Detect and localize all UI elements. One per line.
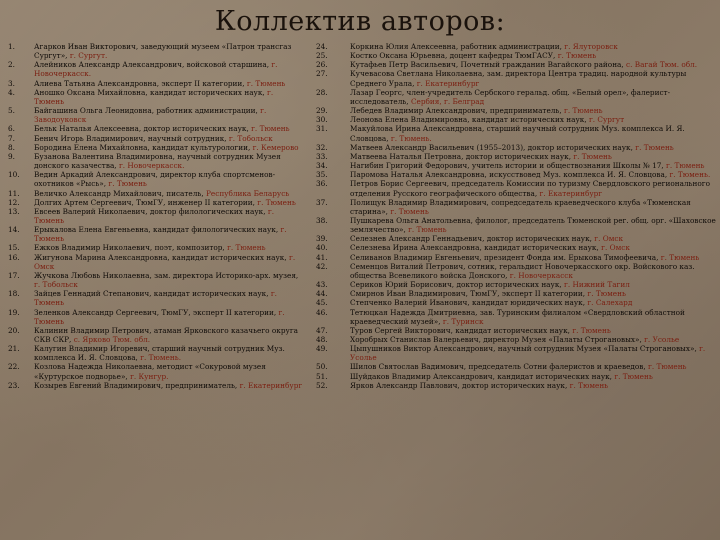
author-entry [8,289,304,307]
entry-text [350,69,716,87]
author-description: Величко Александр Михайлович, писатель, [34,188,206,198]
author-entry [8,225,304,243]
author-entry [316,362,716,371]
author-description: Козырев Евгений Владимирович, предприниматель, [34,380,240,390]
entry-text [350,88,716,106]
author-description: Шилов Святослав Вадимович, председатель Сотни фалеристов и краеведов, [350,362,649,372]
author-description: Зеленков Александр Сергеевич, ТюмГУ, эксперт II категории, [34,307,279,317]
entry-number: 35. [316,170,328,180]
author-description: Селезнев Александр Геннадьевич, доктор исторических наук, [350,234,595,244]
entry-text [350,170,716,179]
author-entry [316,289,716,298]
entry-text [34,381,304,390]
entry-number: 29. [316,106,328,116]
author-description: Петров Борис Сергеевич, председатель Комиссии по туризму Свердловского регионального отделения Русского географического общества, [350,179,711,198]
author-location: г. Тюмень [227,243,266,253]
author-description: Евсеев Валерий Николаевич, доктор филологических наук, [34,206,268,216]
author-description: Жучкова Любовь Николаевна, зам. директора Историко-арх. музея, [34,270,299,280]
author-description: Калинин Владимир Петрович, атаман Ярковского казачьего округа СКВ СКР, [34,325,298,344]
entry-number: 9. [8,151,15,161]
author-description: Бузанова Валентина Владимировна, научный сотрудник Музея донского казачества, [34,151,281,171]
author-entry [8,143,304,152]
author-description: Коркина Юлия Алексеевна, работник администрации, [350,42,565,51]
author-entry [8,106,304,124]
entry-text [34,225,304,243]
author-entry [8,243,304,252]
author-entry [316,69,716,87]
author-location: г. Тюмень [635,142,674,152]
author-location: г. Тюмень. [390,133,432,143]
author-location: г. Тюмень [666,161,705,171]
entry-number: 22. [8,362,20,372]
author-entry [8,326,304,344]
entry-number: 33. [316,151,328,161]
author-location: г. Тюмень. [140,353,182,363]
entry-text [34,207,304,225]
entry-number: 28. [316,87,328,97]
author-entry [316,198,716,216]
entry-text [350,253,716,262]
author-location: г. Тюмень [572,325,611,335]
author-location: г. Кемерово [252,142,299,152]
author-location: г. Тюмень [573,151,612,161]
author-description: Козлова Надежда Николаевна, методист «Сокуровой музея «Куртурское подворье», [34,362,266,381]
entry-text [350,335,716,344]
entry-text [34,106,304,124]
author-entry [8,88,304,106]
author-entry [316,124,716,142]
author-description: Жигунова Марина Александровна, кандидат исторических наук, [34,252,289,262]
entry-number: 11. [8,188,20,198]
entry-number: 48. [316,335,328,344]
author-description: Ведин Аркадий Александрович, директор клуба спортсменов-охотников «Рысь», [34,170,276,189]
author-description: Смирнов Иван Владимирович, ТюмГУ, эксперт II категории, [350,289,588,299]
author-description: Туров Сергей Викторович, кандидат исторических наук, [350,325,573,335]
author-entry [8,189,304,198]
author-location: г. Туринск [442,316,484,326]
author-location: Республика Беларусь [206,188,290,198]
author-location: г. Тюмень [257,197,296,207]
author-location: г. Ялуторовск [564,42,618,51]
entry-number: 30. [316,115,328,125]
entry-text [350,124,716,142]
entry-number: 50. [316,362,328,372]
author-entry [316,152,716,161]
entry-text [350,152,716,161]
entry-number: 47. [316,325,328,335]
author-description: Аношко Оксана Михайловна, кандидат исторических наук, [34,87,268,97]
entry-number: 37. [316,197,328,207]
author-description: Хоробрых Станислав Валерьевич, директор Музея «Палаты Строгановых», [350,335,645,344]
author-description: Алейников Александр Александрович, войсковой старшина, [34,60,272,70]
author-description: Долгих Артем Сергеевич, ТюмГУ, инженер II категории, [34,197,258,207]
entry-number: 36. [316,179,328,189]
author-location: г. Тюмень [251,124,290,134]
entry-number: 45. [316,298,328,308]
entry-text [34,308,304,326]
author-entry [316,51,716,60]
entry-number: 16. [8,252,20,262]
author-location: г. Сургут [588,115,625,125]
entry-text [350,161,716,170]
entry-number: 8. [8,142,15,152]
entry-text [350,143,716,152]
entry-text [350,216,716,234]
author-description: Макуйлова Ирина Александровна, старший научный сотрудник Муз. комплекса И. Я. Словцова, [350,124,685,143]
entry-number: 34. [316,161,328,171]
entry-text [34,326,304,344]
author-description: Шуйдаков Владимир Александрович, кандидат исторических наук, [350,371,615,381]
author-description: Матвеев Александр Васильевич (1955–2013), доктор исторических наук, [350,142,636,152]
author-location: г. Нижний Тагил [564,280,630,290]
author-entry [316,234,716,243]
entry-number: 20. [8,325,20,335]
author-location: г. Заводоуковск [34,106,267,125]
author-entry [316,344,716,362]
author-description: Ярков Александр Павлович, доктор исторических наук, [350,380,570,390]
author-entry [8,271,304,289]
entry-text [350,308,716,326]
entry-text [350,344,716,362]
author-location: г. Тюмень [648,362,687,372]
author-location: г. Тюмень [557,51,597,61]
author-description: Полищук Владимир Владимирович, сопредседатель краеведческого клуба «Тюменская старина», [350,197,691,216]
entry-text [34,271,304,289]
entry-text [34,344,304,362]
author-location: с. Ярково Тюм. обл. [73,335,151,344]
entry-text [350,198,716,216]
entry-number: 1. [8,42,15,51]
author-description: Алиева Татьяна Александровна, эксперт II категории, [34,78,247,88]
author-entry [316,298,716,307]
author-description: Селезнева Ирина Александровна, кандидат исторических наук, [350,243,602,253]
author-entry [316,216,716,234]
entry-number: 26. [316,60,328,70]
entry-number: 42. [316,261,328,271]
entry-number: 14. [8,225,20,235]
entry-number: 27. [316,69,328,79]
entry-text [350,42,716,51]
author-location: г. Тюмень [564,106,603,116]
author-location: г. Усолье [644,335,680,344]
author-description: Ерыкалова Елена Евгеньевна, кандидат филологических наук, [34,225,281,235]
entry-number: 40. [316,243,328,253]
author-location: г. Екатеринбург [539,188,603,198]
author-location: г. Тюмень [587,289,626,299]
entry-text [350,234,716,243]
entry-text [350,51,716,60]
author-entry [316,308,716,326]
author-entry [8,152,304,170]
entry-number: 51. [316,371,328,381]
author-description: Пушкарева Ольга Анатольевна, филолог, председатель Тюменской рег. общ. орг. «Шаховское землячество», [350,215,716,235]
author-location: г. Омск [594,234,624,244]
author-entry [8,344,304,362]
entry-text [350,179,716,197]
author-entry [316,326,716,335]
author-location: г. Новочеркасск. [34,60,278,79]
author-entry [8,362,304,380]
author-location: с. Вагай Тюм. обл. [626,60,698,70]
author-location: г. Тобольск [34,280,78,290]
author-description: Костко Оксана Юрьевна, доцент кафедры ТюмГАСУ, [350,51,558,61]
entry-number: 24. [316,42,328,51]
author-description: Лебедев Владимир Александрович, предприниматель, [350,106,565,116]
author-entry [8,170,304,188]
author-entry [8,134,304,143]
entry-number: 2. [8,60,15,70]
author-description: Калугин Владимир Игоревич, старший научный сотрудник Муз. комплекса И. Я. Словцова, [34,344,285,363]
author-location: г. Екатеринбург [239,380,303,390]
entry-text [350,243,716,252]
author-entry [8,60,304,78]
entry-text [34,60,304,78]
entry-text [34,143,304,152]
entry-number: 21. [8,344,20,354]
author-entry [316,170,716,179]
entry-text [34,124,304,133]
author-entry [316,161,716,170]
entry-text [350,298,716,307]
entry-text [34,42,304,60]
entry-number: 23. [8,380,20,390]
entry-number: 49. [316,344,328,354]
author-description: Бельк Наталья Алексеевна, доктор исторических наук, [34,124,252,134]
author-entry [8,124,304,133]
author-location: г. Новочеркасск [509,270,573,280]
author-location: г. Тюмень [569,380,609,390]
author-location: г. Салехард [587,298,633,308]
author-description: Цыпушников Виктор Александрович, научный сотрудник Музея «Палаты Строгановых», [350,344,700,354]
entry-number: 4. [8,87,15,97]
author-description: Агарков Иван Викторович, заведующий музеем «Патрон трансгаз Сургут», [34,42,292,61]
author-description: Лазар Георгс, член-учредитель Сербского геральд. общ. «Белый орел», фалерист-исследователь, [350,87,671,106]
entry-text [34,152,304,170]
entry-text [34,79,304,88]
author-location: г. Тюмень [34,307,285,326]
entry-number: 46. [316,307,328,317]
entry-number: 10. [8,170,20,180]
entry-number: 19. [8,307,20,317]
author-description: Семенцов Виталий Петрович, сотник, геральдист Новочеркасского окр. Войскового каз. общества Всевеликого войска Донского, [350,261,695,280]
author-entry [8,42,304,60]
author-description: Байгашина Ольга Леонидовна, работник администрации, [34,106,261,116]
author-description: Сериков Юрий Борисович, доктор исторических наук, [350,280,565,290]
author-entry [316,381,716,390]
entry-number: 12. [8,197,20,207]
entry-number: 32. [316,142,328,152]
author-description: Кучевасова Светлана Николаевна, зам. директора Центра традиц. народной культуры Среднего Урала, [350,69,687,88]
entry-number: 43. [316,280,328,290]
entry-text [34,134,304,143]
entry-text [350,115,716,124]
author-description: Бородина Елена Михайловна, кандидат культурологии, [34,142,253,152]
author-entry [316,106,716,115]
author-location: Сербия, г. Белград [410,96,485,106]
author-description: Леонова Елена Владимировна, кандидат исторических наук, [350,115,589,125]
entry-number: 39. [316,234,328,244]
author-description: Степченко Валерий Иванович, кандидат юридических наук, [350,298,588,308]
entry-text [34,243,304,252]
entry-text [350,326,716,335]
entry-text [34,253,304,271]
author-entry [316,88,716,106]
entry-text [34,88,304,106]
entry-text [34,362,304,380]
author-location: г. Сургут. [69,51,108,61]
entry-number: 41. [316,252,328,262]
entry-text [350,362,716,371]
authors-list-left [8,42,304,390]
entry-text [34,289,304,307]
author-location: г. Усолье [350,344,706,363]
author-entry [8,253,304,271]
author-entry [316,280,716,289]
author-description: Ежков Владимир Николаевич, поэт, композитор, [34,243,228,253]
author-location: г. Тобольск [228,133,273,143]
entry-text [350,280,716,289]
entry-number: 7. [8,133,15,143]
author-entry [316,115,716,124]
authors-list-right [316,42,716,390]
entry-number: 38. [316,215,328,225]
entry-number: 31. [316,124,328,134]
author-entry [8,308,304,326]
author-location: г. Тюмень [614,371,653,381]
author-entry [316,42,716,51]
author-location: г. Екатеринбург [416,78,480,88]
author-location: г. Тюмень [34,289,278,308]
author-location: г. Кунгур. [130,371,169,381]
entry-number: 25. [316,51,328,61]
author-location: г. Тюмень [246,78,286,88]
author-description: Матвеева Наталья Петровна, доктор исторических наук, [350,151,574,161]
entry-text [350,381,716,390]
author-entry [316,60,716,69]
entry-number: 3. [8,78,15,88]
author-entry [8,381,304,390]
entry-text [350,289,716,298]
page-title: Коллектив авторов: [214,6,506,37]
entry-text [350,60,716,69]
entry-text [34,189,304,198]
entry-text [34,198,304,207]
entry-number: 15. [8,243,20,253]
author-location: г. Тюмень [34,206,275,225]
author-location: г. Тюмень [34,225,287,244]
entry-text [350,106,716,115]
author-location: г. Новочеркасск. [118,161,185,171]
author-location: г. Тюмень [408,225,447,235]
author-entry [316,253,716,262]
author-description: Тетюцкая Надежда Дмитриевна, зав. Туринским филиалом «Свердловский областной краеведческий музей», [350,307,685,326]
entry-number: 44. [316,289,328,299]
entry-number: 5. [8,106,15,116]
author-description: Селиванов Владимир Евгеньевич, президент Фонда им. Ерыкова Тимофеевича, [350,252,661,262]
author-entry [8,207,304,225]
author-location: г. Тюмень [660,252,700,262]
author-entry [316,372,716,381]
entry-number: 17. [8,270,20,280]
author-entry [316,262,716,280]
entry-text [350,372,716,381]
author-location: г. Тюмень [34,87,274,106]
author-description: Кутафьев Петр Васильевич, Почетный гражданин Вагайского района, [350,60,627,70]
author-entry [316,143,716,152]
author-entry [8,79,304,88]
author-entry [316,335,716,344]
entry-text [350,262,716,280]
author-entry [316,243,716,252]
author-description: Паромова Наталья Александровна, искусствовед Муз. комплекса И. Я. Словцова, [350,170,670,180]
author-description: Зайцев Геннадий Степанович, кандидат исторических наук, [34,289,271,299]
entry-number: 18. [8,289,20,299]
entry-text [34,170,304,188]
author-location: г. Тюмень [390,206,429,216]
author-location: г. Омск [601,243,630,253]
author-description: Бенич Игорь Владимирович, научный сотрудник, [34,133,229,143]
entry-number: 52. [316,380,328,390]
author-location: г. Тюмень. [669,170,711,180]
author-location: г. Омск [34,252,296,271]
author-entry [8,198,304,207]
entry-number: 6. [8,124,15,134]
entry-number: 13. [8,206,20,216]
author-description: Нагибин Григорий Федорович, учитель истории и обществознания Школы № 17, [350,161,666,171]
author-location: г. Тюмень [108,179,147,189]
author-entry [316,179,716,197]
